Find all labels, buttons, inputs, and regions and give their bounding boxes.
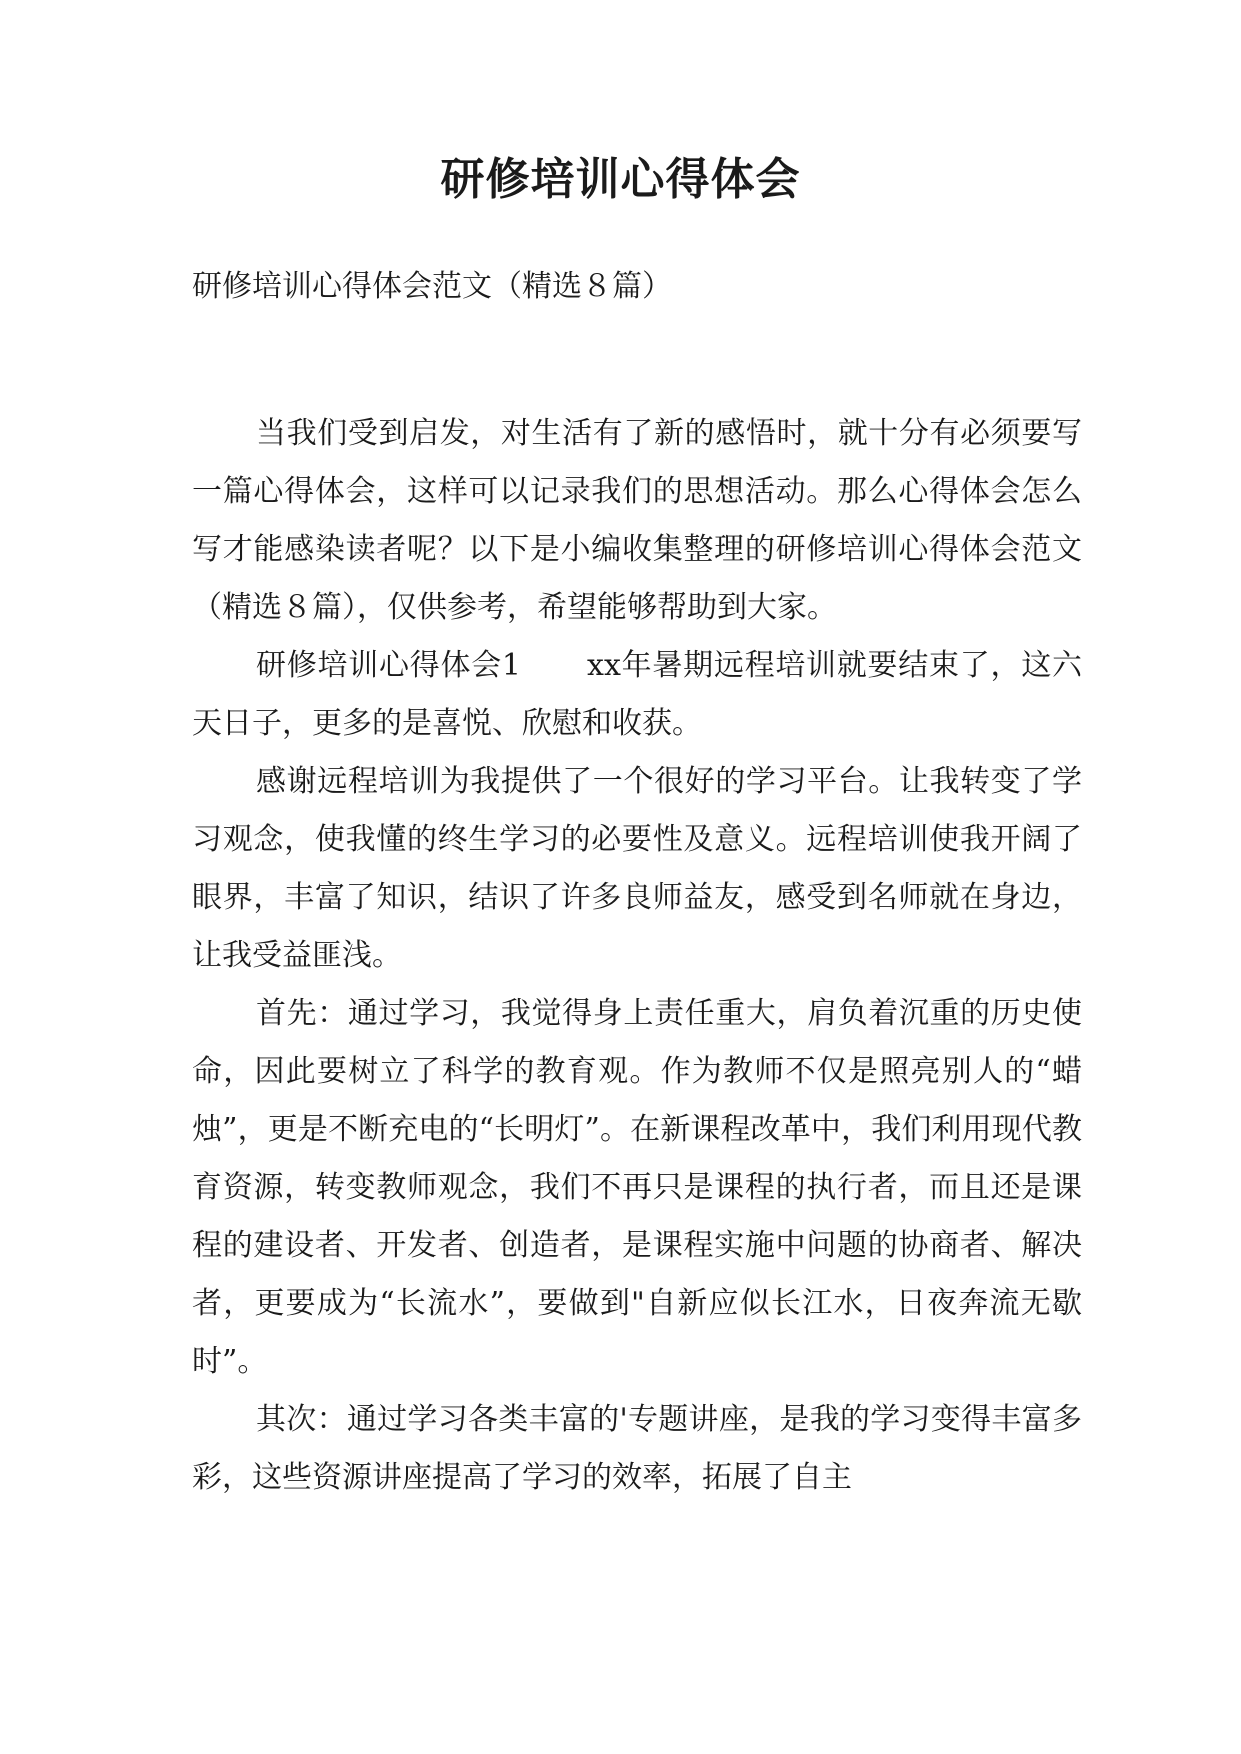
body-paragraph: 首先：通过学习，我觉得身上责任重大，肩负着沉重的历史使命，因此要树立了科学的教育观。作为教师不仅是照亮别人的“蜡烛”，更是不断充电的“长明灯”。在新课程改革中，我们利用现代教育资源，转变教师观念，我们不再只是课程的执行者，而且还是课程的建设者、开发者、创造者，是课程实施中问题的协商者、解决者，更要成为“长流水”，要做到"自新应似长江水，日夜奔流无歇时”。 bbox=[192, 996, 1082, 1379]
section-1-text: xx年暑期远程培训就要结束了，这六天日子，更多的是喜悦、欣慰和收获。 bbox=[192, 648, 1082, 741]
document-title: 研修培训心得体会 bbox=[440, 154, 801, 205]
document-subtitle: 研修培训心得体会范文（精选８篇） bbox=[192, 269, 672, 304]
section-1-heading: 研修培训心得体会1 bbox=[256, 648, 522, 683]
section-1-paragraph bbox=[192, 637, 1082, 753]
body-paragraph: 其次：通过学习各类丰富的'专题讲座，是我的学习变得丰富多彩，这些资源讲座提高了学习的效率，拓展了自主 bbox=[192, 1402, 1082, 1495]
intro-paragraph: 当我们受到启发，对生活有了新的感悟时，就十分有必须要写一篇心得体会，这样可以记录我们的思想活动。那么心得体会怎么写才能感染读者呢？以下是小编收集整理的研修培训心得体会范文（精选８篇），仅供参考，希望能够帮助到大家。 bbox=[192, 416, 1082, 625]
body-paragraph: 感谢远程培训为我提供了一个很好的学习平台。让我转变了学习观念，使我懂的终生学习的必要性及意义。远程培训使我开阔了眼界，丰富了知识，结识了许多良师益友，感受到名师就在身边，让我受益匪浅。 bbox=[192, 764, 1082, 973]
document-body bbox=[192, 405, 1082, 1507]
